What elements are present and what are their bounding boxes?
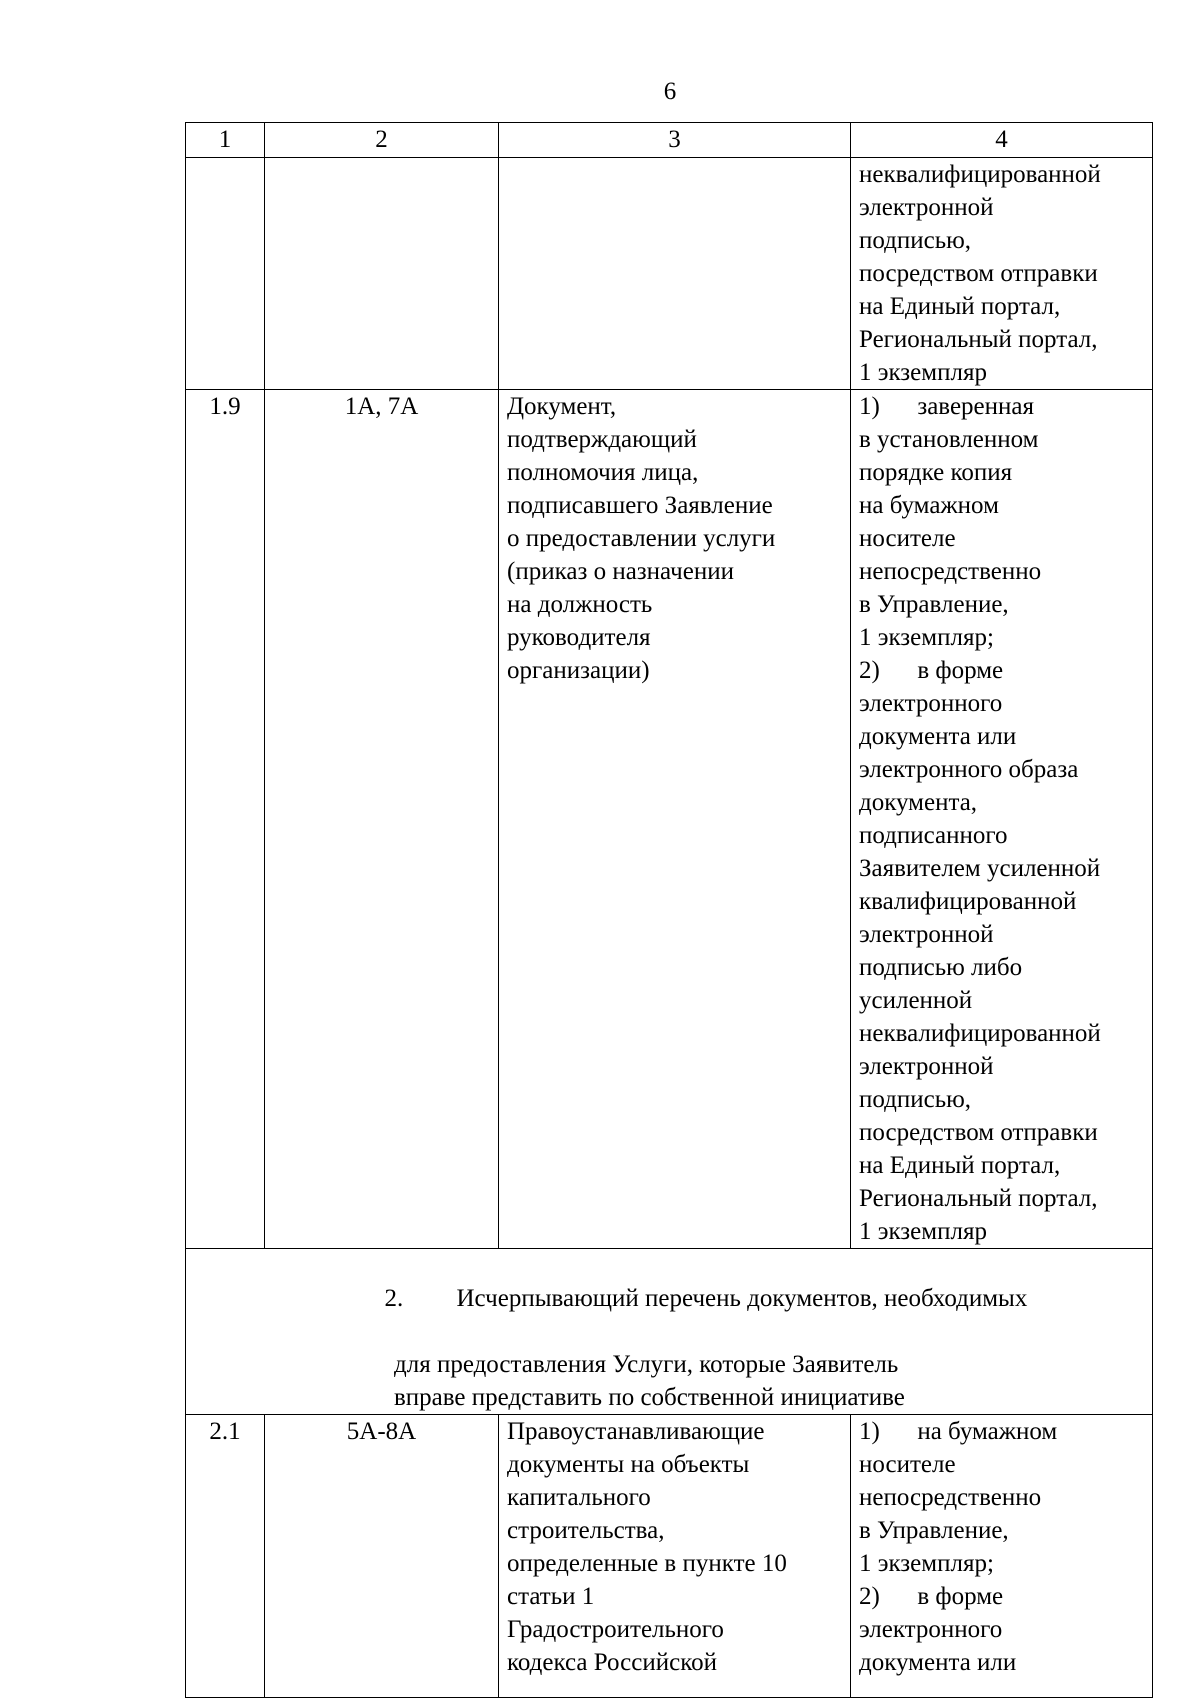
text-line: 1 экземпляр; bbox=[859, 1550, 994, 1577]
cell-num: 1.9 bbox=[186, 390, 265, 1249]
cell-document bbox=[499, 390, 851, 1249]
text-line: на Единый портал, bbox=[859, 293, 1061, 320]
text-line: полномочия лица, bbox=[507, 459, 699, 486]
cell-submission-method bbox=[851, 158, 1153, 390]
text-line: неквалифицированной bbox=[859, 1020, 1101, 1047]
text-line: капитального bbox=[507, 1484, 651, 1511]
text-line: 2) в форме bbox=[859, 1583, 1004, 1610]
text-line: Региональный портал, bbox=[859, 1185, 1098, 1212]
text-line: 1 экземпляр bbox=[859, 359, 987, 386]
cell-submission-method bbox=[851, 1415, 1153, 1698]
text-line: Градостроительного bbox=[507, 1616, 724, 1643]
text-line: в установленном bbox=[859, 426, 1039, 453]
section-title-line: Исчерпывающий перечень документов, необходимых bbox=[456, 1285, 1028, 1312]
column-header-1: 1 bbox=[186, 123, 265, 158]
text-line: Документ, bbox=[507, 393, 617, 420]
section-heading bbox=[186, 1249, 1153, 1415]
text-line: документа или bbox=[859, 1649, 1017, 1676]
text-line: усиленной bbox=[859, 987, 973, 1014]
text-line: (приказ о назначении bbox=[507, 558, 734, 585]
text-line: 1) заверенная bbox=[859, 393, 1034, 420]
text-line: руководителя bbox=[507, 624, 651, 651]
text-line: документа или bbox=[859, 723, 1017, 750]
column-header-3: 3 bbox=[499, 123, 851, 158]
cell-code: 5А-8А bbox=[265, 1415, 499, 1698]
text-line: Заявителем усиленной bbox=[859, 855, 1101, 882]
text-line: строительства, bbox=[507, 1517, 665, 1544]
text-line: в Управление, bbox=[859, 1517, 1009, 1544]
column-header-2: 2 bbox=[265, 123, 499, 158]
page-number: 6 bbox=[663, 78, 677, 105]
cell-submission-method bbox=[851, 390, 1153, 1249]
text-line: посредством отправки bbox=[859, 1119, 1098, 1146]
text-line: непосредственно bbox=[859, 558, 1042, 585]
text-line: 1 экземпляр; bbox=[859, 624, 994, 651]
text-line: о предоставлении услуги bbox=[507, 525, 776, 552]
text-line: порядке копия bbox=[859, 459, 1013, 486]
text-line: 1) на бумажном bbox=[859, 1418, 1058, 1445]
text-line: непосредственно bbox=[859, 1484, 1042, 1511]
text-line: подписью либо bbox=[859, 954, 1023, 981]
text-line: посредством отправки bbox=[859, 260, 1098, 287]
table-row-1-9 bbox=[186, 390, 1153, 1249]
text-line: носителе bbox=[859, 1451, 956, 1478]
text-line: статьи 1 bbox=[507, 1583, 595, 1610]
text-line: подписанного bbox=[859, 822, 1008, 849]
cell-code bbox=[265, 158, 499, 390]
section-2-row bbox=[186, 1249, 1153, 1415]
cell-document bbox=[499, 1415, 851, 1698]
cell-num bbox=[186, 158, 265, 390]
cell-document bbox=[499, 158, 851, 390]
text-line: в Управление, bbox=[859, 591, 1009, 618]
text-line: электронного образа bbox=[859, 756, 1079, 783]
cell-code: 1А, 7А bbox=[265, 390, 499, 1249]
text-line: неквалифицированной bbox=[859, 161, 1101, 188]
column-header-4: 4 bbox=[851, 123, 1153, 158]
text-line: кодекса Российской bbox=[507, 1649, 717, 1676]
text-line: носителе bbox=[859, 525, 956, 552]
text-line: электронной bbox=[859, 194, 994, 221]
text-line: электронного bbox=[859, 1616, 1003, 1643]
text-line: 1 экземпляр bbox=[859, 1218, 987, 1245]
text-line: на бумажном bbox=[859, 492, 999, 519]
cell-num: 2.1 bbox=[186, 1415, 265, 1698]
documents-table bbox=[185, 122, 1153, 1698]
text-line: на Единый портал, bbox=[859, 1152, 1061, 1179]
text-line: на должность bbox=[507, 591, 653, 618]
section-title-line: для предоставления Услуги, которые Заявитель bbox=[394, 1351, 899, 1378]
text-line: подписавшего Заявление bbox=[507, 492, 773, 519]
text-line: определенные в пункте 10 bbox=[507, 1550, 787, 1577]
text-line: подписью, bbox=[859, 227, 972, 254]
text-line: подписью, bbox=[859, 1086, 972, 1113]
text-line: организации) bbox=[507, 657, 650, 684]
section-title-line: вправе представить по собственной инициативе bbox=[394, 1384, 905, 1411]
text-line: 2) в форме bbox=[859, 657, 1004, 684]
section-number: 2. bbox=[384, 1285, 404, 1312]
text-line: электронной bbox=[859, 1053, 994, 1080]
text-line: документа, bbox=[859, 789, 978, 816]
text-line: документы на объекты bbox=[507, 1451, 750, 1478]
text-line: Правоустанавливающие bbox=[507, 1418, 765, 1445]
table-header-row bbox=[186, 123, 1153, 158]
text-line: Региональный портал, bbox=[859, 326, 1098, 353]
text-line: электронной bbox=[859, 921, 994, 948]
table-row-continuation bbox=[186, 158, 1153, 390]
text-line: электронного bbox=[859, 690, 1003, 717]
text-line: подтверждающий bbox=[507, 426, 697, 453]
text-line: квалифицированной bbox=[859, 888, 1077, 915]
table-row-2-1 bbox=[186, 1415, 1153, 1698]
